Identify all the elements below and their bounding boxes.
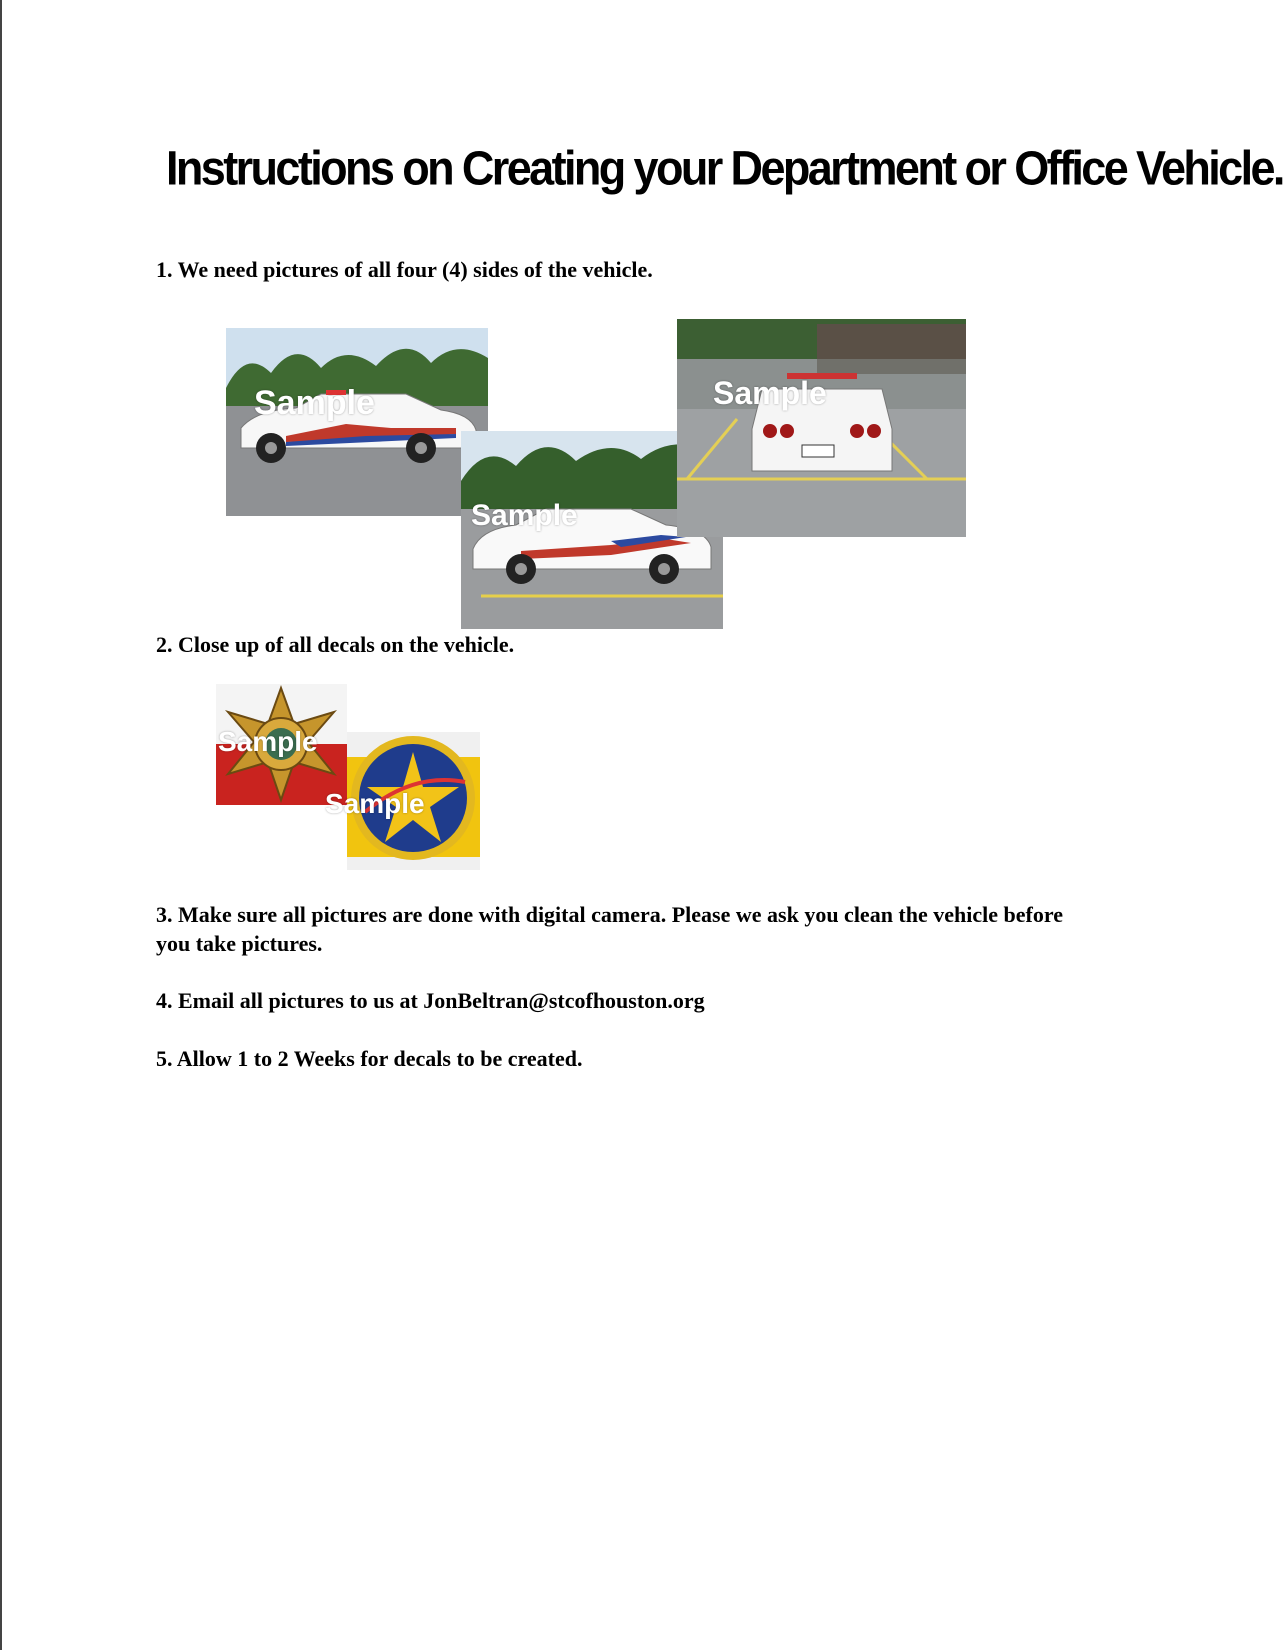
sample-watermark: Sample: [713, 375, 827, 411]
vehicle-side-photo-left: [226, 328, 488, 516]
step-2: 2. Close up of all decals on the vehicle.: [156, 632, 515, 657]
vehicle-rear-photo: [677, 319, 966, 537]
sample-watermark: Sample: [254, 384, 375, 422]
step-5: 5. Allow 1 to 2 Weeks for decals to be created.: [156, 1046, 583, 1071]
page-border: [0, 0, 2, 1650]
page-title: Instructions on Creating your Department or Office Vehicle.: [166, 140, 1283, 196]
decal-constable-seal-photo: [325, 732, 480, 870]
sample-watermark: Sample: [471, 499, 578, 532]
sample-watermark: Sample: [218, 726, 318, 757]
step-4: 4. Email all pictures to us at JonBeltran@stcofhouston.org: [156, 988, 705, 1013]
sample-watermark: Sample: [325, 788, 425, 819]
step-1: 1. We need pictures of all four (4) sides of the vehicle.: [156, 257, 653, 282]
decal-star-badge-photo: [216, 684, 347, 805]
step-3: 3. Make sure all pictures are done with digital camera. Please we ask you clean the vehicle before you take pictures.: [156, 902, 1063, 956]
